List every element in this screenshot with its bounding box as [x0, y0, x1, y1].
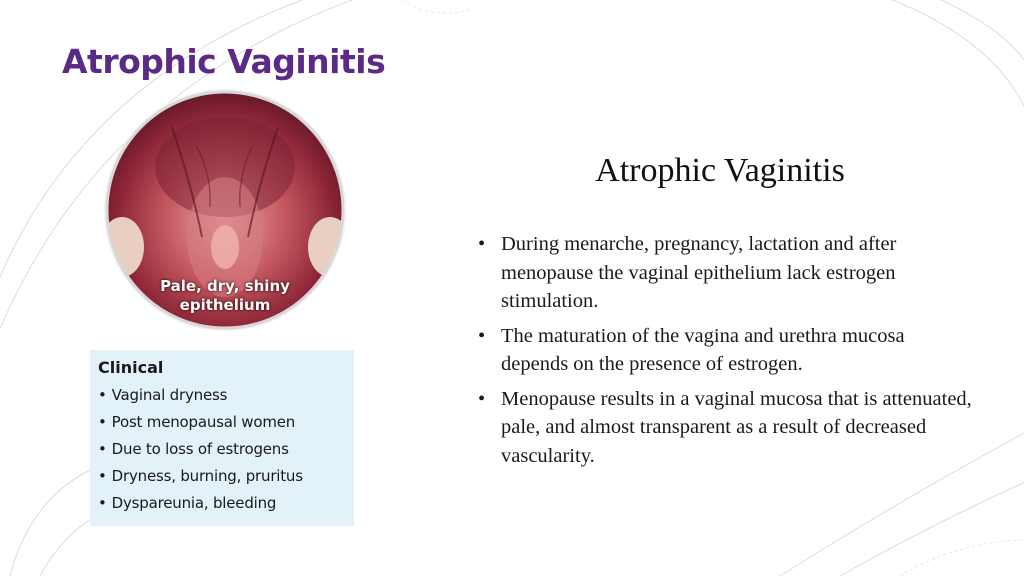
- photo-label: [102, 277, 348, 315]
- clinical-item: • Dyspareunia, bleeding: [98, 490, 354, 517]
- photo-label-line2: epithelium: [179, 296, 271, 314]
- bullet-dot: •: [478, 233, 486, 255]
- clinical-item: • Post menopausal women: [98, 409, 354, 436]
- bullet-item: [474, 385, 974, 471]
- clinical-heading: Clinical: [98, 358, 164, 377]
- slide-title: Atrophic Vaginitis: [595, 152, 845, 189]
- figure-title: Atrophic Vaginitis: [62, 42, 386, 81]
- bullet-dot: •: [478, 324, 486, 347]
- clinical-list: [98, 382, 354, 517]
- clinical-item: • Due to loss of estrogens: [98, 436, 354, 463]
- bullet-item: [474, 322, 974, 379]
- bullet-list: [474, 230, 974, 476]
- bullet-text: The maturation of the vagina and urethra mucosa depends on the presence of estrogen.: [501, 324, 905, 375]
- bullet-item: [474, 230, 974, 316]
- clinical-photo: [102, 87, 348, 333]
- bullet-text: Menopause results in a vaginal mucosa that is attenuated, pale, and almost transparent as a result of decreased vascularity.: [501, 387, 972, 467]
- clinical-item: • Vaginal dryness: [98, 382, 354, 409]
- clinical-item: • Dryness, burning, pruritus: [98, 463, 354, 490]
- bullet-dot: •: [478, 387, 486, 410]
- bullet-text: During menarche, pregnancy, lactation and after menopause the vaginal epithelium lack estrogen stimulation.: [501, 233, 897, 312]
- photo-label-line1: Pale, dry, shiny: [160, 277, 290, 295]
- clinical-box: [90, 350, 354, 526]
